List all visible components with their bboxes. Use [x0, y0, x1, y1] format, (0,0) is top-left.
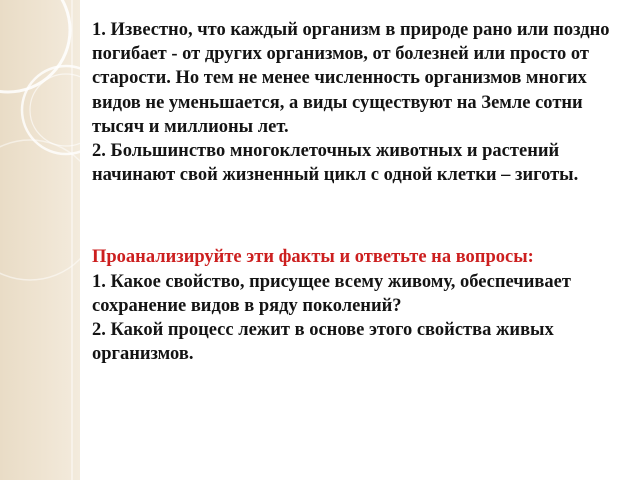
- slide-content: [92, 18, 622, 366]
- decorative-circles: [0, 0, 80, 480]
- fact-paragraph-2: 2. Большинство многоклеточных животных и растений начинают свой жизненный цикл с одной клетки – зиготы.: [92, 141, 579, 186]
- task-heading: Проанализируйте эти факты и ответьте на вопросы:: [92, 247, 534, 268]
- question-2: 2. Какой процесс лежит в основе этого свойства живых организмов.: [92, 320, 554, 365]
- question-1: 1. Какое свойство, присущее всему живому, обеспечивает сохранение видов в ряду поколений?: [92, 271, 571, 316]
- fact-paragraph-1: 1. Известно, что каждый организм в природе рано или поздно погибает - от других организмов, от болезней или просто от старости. Но тем не менее численность организмов многих видов не уменьшается, а виды существуют на Земле сотни тысяч и миллионы лет.: [92, 20, 610, 137]
- decorative-sidebar: [0, 0, 80, 480]
